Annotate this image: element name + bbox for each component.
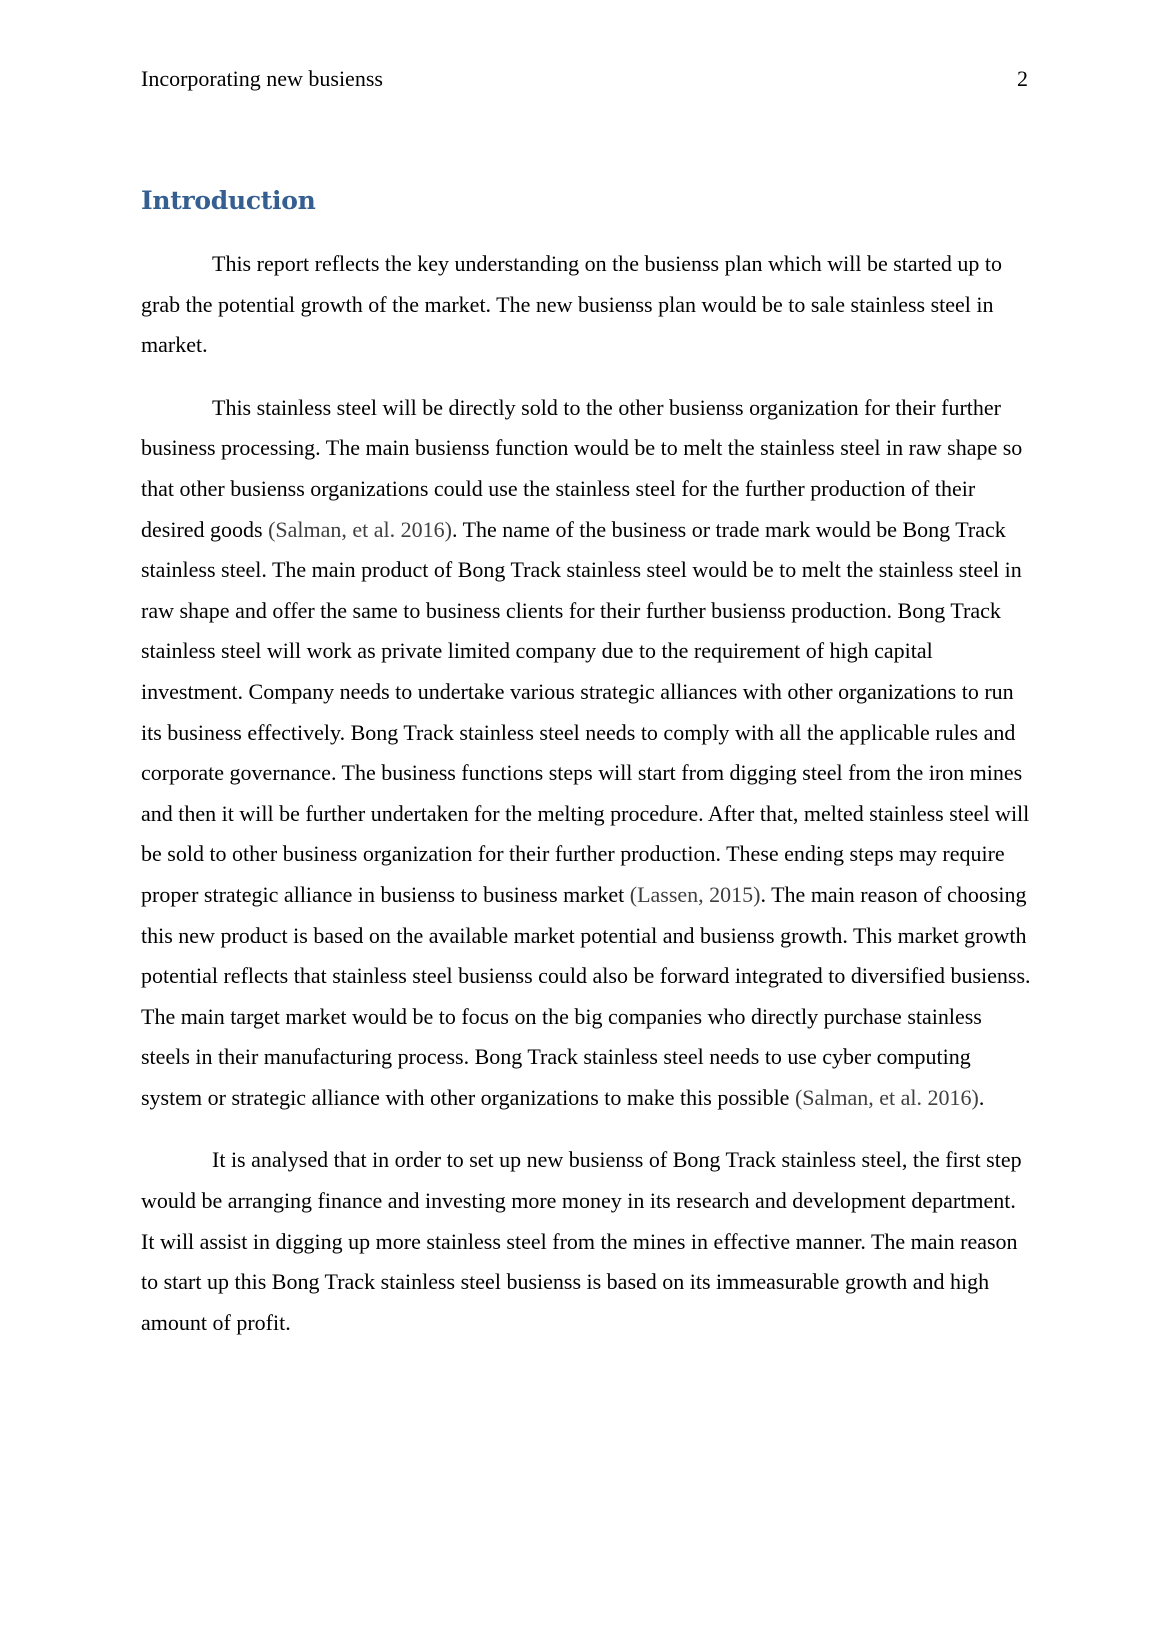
page-number: 2 bbox=[1017, 66, 1028, 91]
citation-salman-1: (Salman, et al. 2016) bbox=[268, 516, 452, 542]
paragraph-2 bbox=[141, 388, 1031, 1119]
running-header bbox=[141, 66, 1028, 96]
citation-salman-2: (Salman, et al. 2016) bbox=[794, 1084, 979, 1110]
paragraph-2-text-1: This stainless steel will be directly sold to the other busienss organization for their further business processing. The main busienss function would be to melt the stainless steel in raw shape so that other busienss organizations could use the stainless steel for the further production of their desired goods bbox=[141, 394, 1023, 542]
body-text bbox=[141, 244, 1031, 1365]
paragraph-3: It is analysed that in order to set up new busienss of Bong Track stainless steel, the first step would be arranging finance and investing more money in its research and development department. It will assist in digging up more stainless steel from the mines in effective manner. The main reason to start up this Bong Track stainless steel busienss is based on its immeasurable growth and high amount of profit. bbox=[141, 1147, 1022, 1335]
paragraph-2-text-2: . The name of the business or trade mark would be Bong Track stainless steel. The main product of Bong Track stainless steel would be to melt the stainless steel in raw shape and offer the same to business clients for their further busienss production. Bong Track stainless steel will work as private limited company due to the requirement of high capital investment. Company needs to undertake various strategic alliances with other organizations to run its business effectively. Bong Track stainless steel needs to comply with all the applicable rules and corporate governance. The business functions steps will start from digging steel from the iron mines and then it will be further undertaken for the melting procedure. After that, melted stainless steel will be sold to other business organization for their further production. These ending steps may require proper strategic alliance in busienss to business market bbox=[141, 516, 1030, 907]
paragraph-2-text-3: . The main reason of choosing this new product is based on the available market potential and busienss growth. This market growth potential reflects that stainless steel busienss could also be forward integrated to diversified busienss. The main target market would be to focus on the big companies who directly purchase stainless steels in their manufacturing process. Bong Track stainless steel needs to use cyber computing system or strategic alliance with other organizations to make this possible bbox=[141, 881, 1031, 1110]
section-heading: Introduction bbox=[141, 186, 316, 215]
paragraph-2-text-4: . bbox=[978, 1084, 985, 1110]
citation-lassen: (Lassen, 2015) bbox=[629, 881, 761, 907]
running-header-title: Incorporating new busienss bbox=[141, 66, 383, 91]
paragraph-1: This report reflects the key understanding on the busienss plan which will be started up to grab the potential growth of the market. The new busienss plan would be to sale stainless steel in market. bbox=[141, 251, 1002, 358]
